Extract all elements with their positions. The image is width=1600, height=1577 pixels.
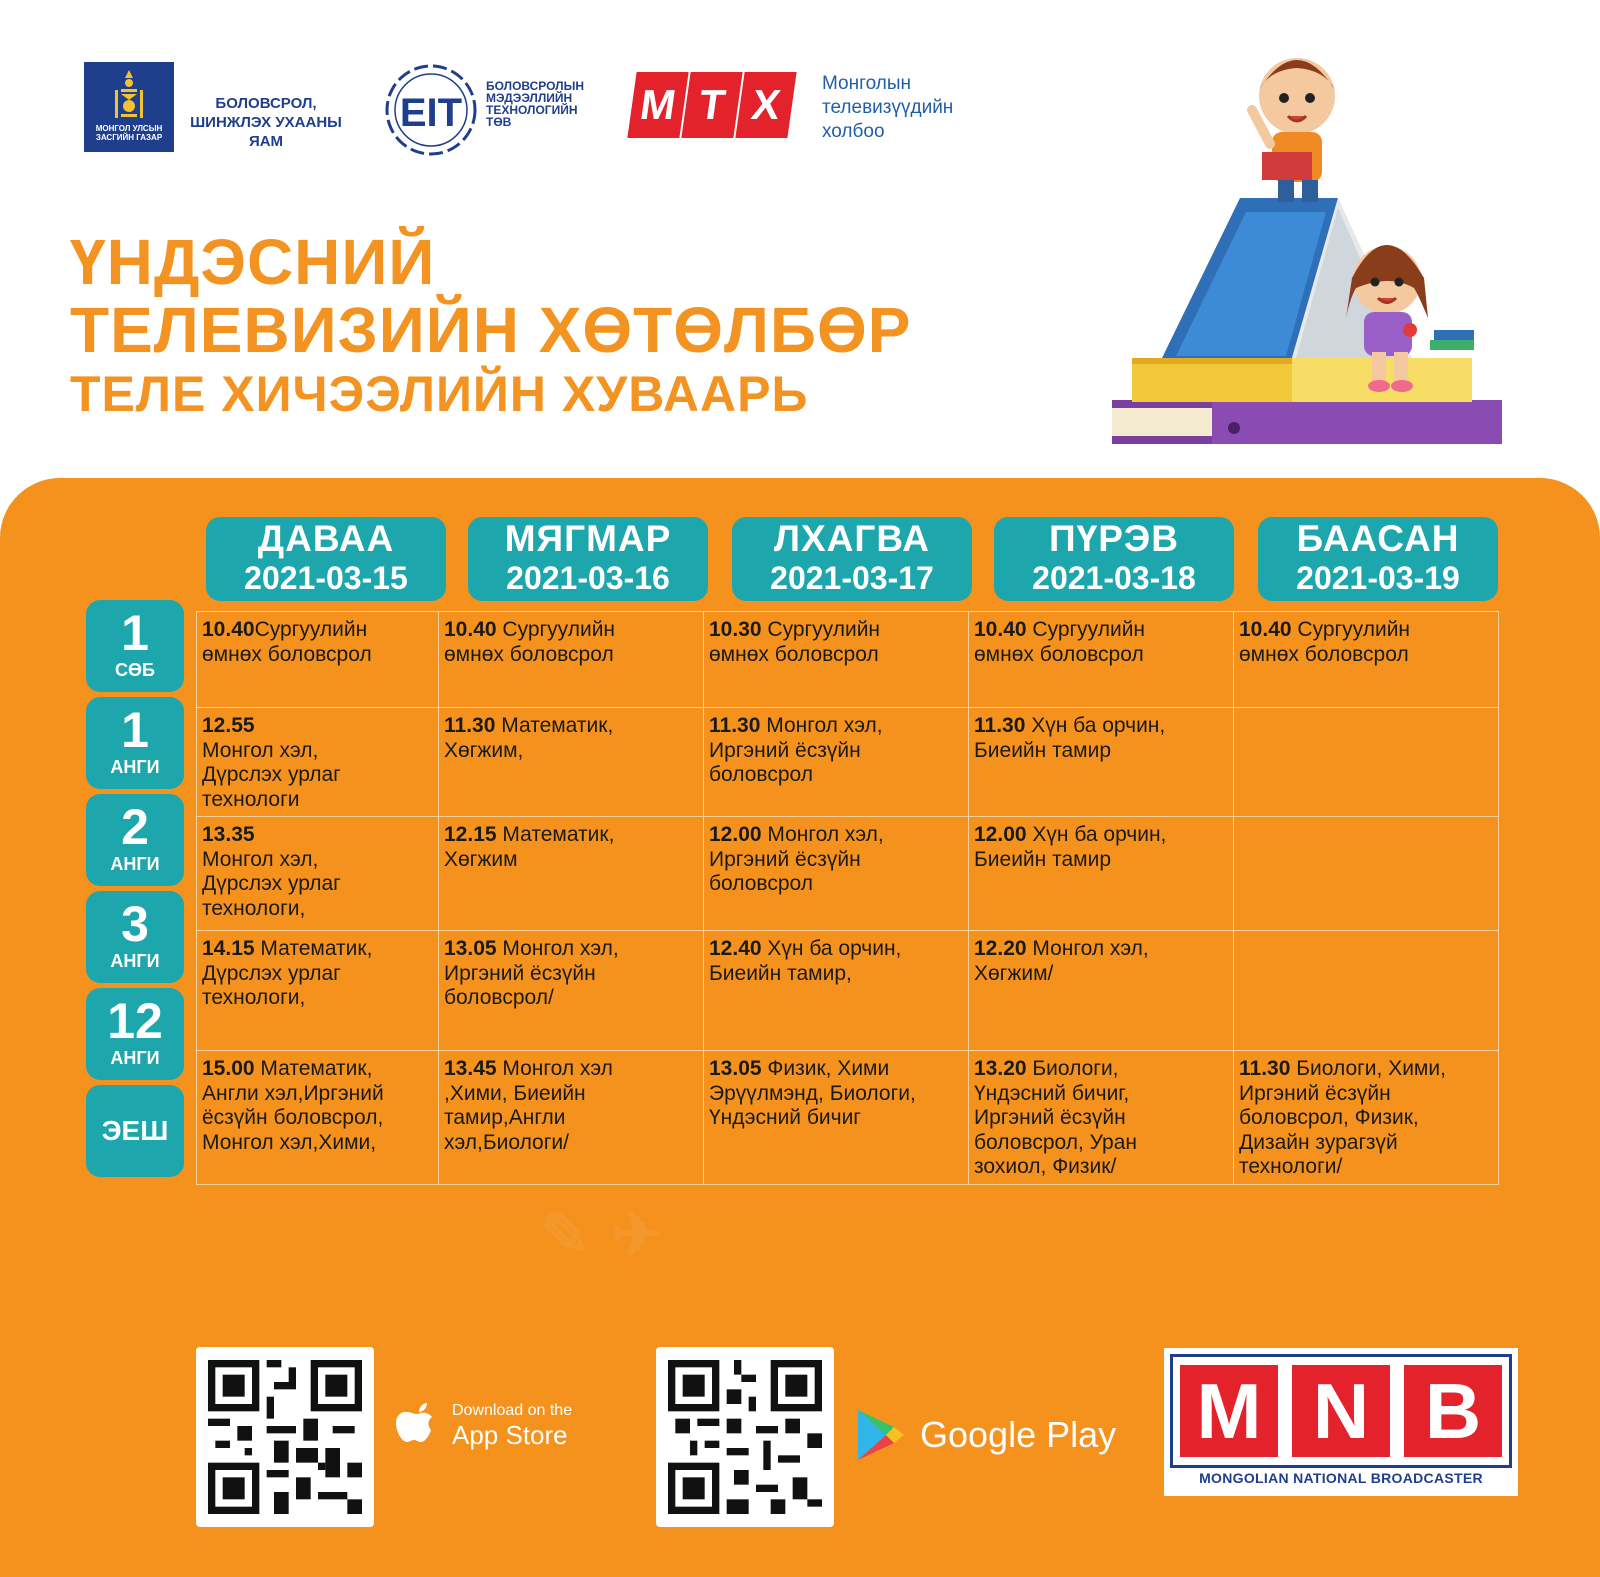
- qr-pattern-icon: [208, 1359, 362, 1515]
- lesson-subjects: Сургуулийн: [1291, 618, 1411, 641]
- lesson-subjects: Монгол хэл,: [202, 847, 319, 871]
- day-header: [206, 517, 446, 601]
- schedule-cell: [439, 612, 704, 708]
- lesson-subjects: боловсрол: [709, 872, 813, 895]
- day-date: 2021-03-18: [1032, 560, 1196, 596]
- lesson-subjects: Иргэний ёсзүйн: [709, 847, 861, 871]
- lesson-subjects: Сургуулийн: [761, 618, 881, 641]
- grade-label: АНГИ: [110, 951, 160, 971]
- grade-badge: [86, 891, 184, 983]
- schedule-row: [197, 612, 1499, 708]
- schedule-cell: [969, 1051, 1234, 1185]
- lesson-subjects: Монгол хэл,Хими,: [202, 1130, 377, 1154]
- title-line-3: ТЕЛЕ ХИЧЭЭЛИЙН ХУВААРЬ: [70, 366, 809, 422]
- grade-badge: [86, 697, 184, 789]
- grade-badge: [86, 1085, 184, 1177]
- lesson-subjects: технологи,: [202, 896, 306, 920]
- lesson-time: 12.20: [974, 937, 1027, 960]
- appstore-badge[interactable]: [396, 1400, 572, 1452]
- schedule-cell: [704, 708, 969, 817]
- day-date: 2021-03-15: [244, 560, 408, 596]
- lesson-subjects: Хөгжим/: [974, 961, 1054, 985]
- lesson-subjects: Хүн ба орчин,: [761, 937, 902, 960]
- schedule-cell: [439, 931, 704, 1051]
- qr-pattern-icon: [668, 1359, 822, 1515]
- grade-number: 1: [121, 702, 149, 758]
- lesson-time: 11.30: [444, 714, 496, 737]
- schedule-cell: [197, 708, 439, 817]
- apple-icon: [396, 1400, 440, 1452]
- schedule-cell: [439, 1051, 704, 1185]
- mtx-letter: М: [627, 72, 688, 138]
- schedule-cell: [439, 708, 704, 817]
- schedule-cell: [969, 931, 1234, 1051]
- title-line-1: ҮНДЭСНИЙ: [70, 226, 436, 298]
- schedule-cell: [704, 612, 969, 708]
- grade-number: 12: [107, 993, 163, 1049]
- lesson-subjects: Иргэний ёсзүйн: [974, 1106, 1126, 1129]
- lesson-subjects: Биеийн тамир: [974, 847, 1111, 871]
- lesson-subjects: Үндэсний бичиг: [709, 1106, 861, 1129]
- schedule-cell: [197, 612, 439, 708]
- lesson-subjects: Монгол хэл,: [760, 714, 883, 737]
- googleplay-badge[interactable]: [856, 1408, 1116, 1462]
- lesson-subjects: Хөгжим,: [444, 738, 524, 762]
- lesson-time: 10.40: [1239, 618, 1292, 641]
- lesson-subjects: Дизайн зурагзүй: [1239, 1130, 1398, 1154]
- emblem-caption-2: ЗАСГИЙН ГАЗАР: [95, 133, 163, 142]
- kids-reading-illustration: [1112, 40, 1512, 460]
- schedule-row: [197, 1051, 1499, 1185]
- googleplay-text: Google Play: [920, 1414, 1117, 1455]
- mtx-name-line: холбоо: [822, 121, 885, 142]
- page-title: [70, 228, 911, 422]
- day-header: [468, 517, 708, 601]
- lesson-subjects: технологи/: [1239, 1155, 1343, 1178]
- lesson-subjects: Физик, Хими: [761, 1057, 890, 1080]
- lesson-time: 12.00: [974, 823, 1027, 846]
- ministry-emblem: [84, 62, 174, 152]
- lesson-time: 13.35: [202, 823, 255, 846]
- schedule-cell: [1234, 931, 1499, 1051]
- mnb-letters: [1170, 1354, 1512, 1468]
- schedule-cell: [704, 817, 969, 931]
- lesson-time: 13.20: [974, 1057, 1027, 1080]
- lesson-time: 13.05: [709, 1057, 762, 1080]
- grade-label: СӨБ: [115, 660, 155, 680]
- schedule-body: [197, 612, 1499, 1185]
- lesson-subjects: боловсрол, Физик,: [1239, 1106, 1419, 1129]
- lesson-subjects: Математик,: [254, 1057, 373, 1080]
- lesson-subjects: Биологи,: [1026, 1057, 1119, 1080]
- lesson-subjects: ,Хими, Биеийн: [444, 1081, 586, 1105]
- schedule-row: [197, 931, 1499, 1051]
- lesson-subjects: Монгол хэл,: [761, 823, 884, 846]
- schedule-cell: [704, 1051, 969, 1185]
- lesson-subjects: хэл,Биологи/: [444, 1130, 569, 1154]
- lesson-subjects: боловсрол: [709, 763, 813, 786]
- lesson-time: 12.15: [444, 823, 497, 846]
- appstore-small-text: Download on the: [452, 1402, 573, 1419]
- mtx-letter: Х: [735, 72, 796, 138]
- ministry-name-line: ШИНЖЛЭХ УХААНЫ: [190, 114, 342, 131]
- google-play-icon: [856, 1408, 906, 1462]
- lesson-time: 10.30: [709, 618, 762, 641]
- lesson-time: 12.00: [709, 823, 762, 846]
- lesson-subjects: Монгол хэл: [496, 1057, 613, 1080]
- lesson-subjects: Математик,: [254, 937, 373, 960]
- day-header: [732, 517, 972, 601]
- lesson-subjects: технологи: [202, 787, 300, 811]
- lesson-subjects: Хүн ба орчин,: [1026, 823, 1167, 846]
- day-name: ДАВАА: [257, 518, 395, 559]
- eit-name-line: ТЕХНОЛОГИЙН: [486, 103, 578, 117]
- mnb-letter: M: [1180, 1365, 1278, 1457]
- schedule-row: [197, 708, 1499, 817]
- mtx-logo: [632, 72, 794, 138]
- lesson-subjects: Монгол хэл,: [496, 937, 619, 960]
- schedule-cell: [1234, 708, 1499, 817]
- lesson-time: 14.15: [202, 937, 255, 960]
- lesson-time: 15.00: [202, 1057, 255, 1080]
- day-name: БААСАН: [1296, 518, 1460, 559]
- mnb-subtitle: MONGOLIAN NATIONAL BROADCASTER: [1199, 1470, 1483, 1486]
- day-name: ЛХАГВА: [774, 518, 930, 559]
- lesson-subjects: Эрүүлмэнд, Биологи,: [709, 1081, 916, 1105]
- lesson-time: 11.30: [1239, 1057, 1291, 1080]
- schedule-cell: [969, 817, 1234, 931]
- grade-number: 1: [121, 605, 149, 661]
- grade-badge: [86, 794, 184, 886]
- grade-label: АНГИ: [110, 854, 160, 874]
- eit-logo: [383, 62, 479, 158]
- lesson-time: 12.55: [202, 714, 255, 737]
- lesson-subjects: өмнөх боловсрол: [202, 642, 372, 666]
- schedule-cell: [439, 817, 704, 931]
- googleplay-qr-code[interactable]: [656, 1347, 834, 1527]
- appstore-qr-code[interactable]: [196, 1347, 374, 1527]
- lesson-subjects: Монгол хэл,: [1026, 937, 1149, 960]
- lesson-subjects: Сургуулийн: [496, 618, 616, 641]
- lesson-time: 13.05: [444, 937, 497, 960]
- title-line-2: ТЕЛЕВИЗИЙН ХӨТӨЛБӨР: [70, 294, 912, 366]
- lesson-subjects: Иргэний ёсзүйн: [1239, 1081, 1391, 1105]
- schedule-cell: [969, 612, 1234, 708]
- schedule-cell: [969, 708, 1234, 817]
- lesson-subjects: боловсрол, Уран: [974, 1130, 1138, 1154]
- mtx-letter: Т: [681, 72, 742, 138]
- day-header: [1258, 517, 1498, 601]
- schedule-row: [197, 817, 1499, 931]
- mnb-letter: N: [1292, 1365, 1390, 1457]
- lesson-subjects: зохиол, Физик/: [974, 1155, 1117, 1178]
- schedule-cell: [1234, 1051, 1499, 1185]
- lesson-subjects: Биеийн тамир,: [709, 961, 852, 985]
- lesson-subjects: Үндэсний бичиг,: [974, 1081, 1130, 1105]
- lesson-time: 10.40: [974, 618, 1027, 641]
- schedule-cell: [1234, 612, 1499, 708]
- eit-name-line: МЭДЭЭЛЛИЙН: [486, 91, 573, 105]
- lesson-subjects: ёсзүйн боловсрол,: [202, 1106, 384, 1129]
- lesson-subjects: өмнөх боловсрол: [444, 642, 614, 666]
- lesson-subjects: Биологи, Хими,: [1290, 1057, 1446, 1080]
- lesson-subjects: Англи хэл,Иргэний: [202, 1081, 384, 1105]
- lesson-subjects: Математик,: [495, 714, 614, 737]
- day-date: 2021-03-19: [1296, 560, 1460, 596]
- lesson-subjects: өмнөх боловсрол: [1239, 642, 1409, 666]
- schedule-cell: [197, 1051, 439, 1185]
- mtx-name-line: Монголын: [822, 73, 911, 94]
- watermark-decoration: ✎ ✈: [540, 1200, 662, 1270]
- lesson-subjects: боловсрол/: [444, 986, 554, 1009]
- day-header: [994, 517, 1234, 601]
- grade-number: 3: [121, 896, 149, 952]
- lesson-subjects: Математик,: [496, 823, 615, 846]
- lesson-time: 12.40: [709, 937, 762, 960]
- day-date: 2021-03-17: [770, 560, 934, 596]
- ministry-name-line: БОЛОВСРОЛ,: [215, 95, 317, 112]
- schedule-table: [196, 611, 1499, 1185]
- lesson-subjects: технологи,: [202, 986, 306, 1009]
- ministry-name-line: ЯАМ: [248, 133, 284, 150]
- lesson-subjects: Иргэний ёсзүйн: [709, 738, 861, 762]
- lesson-subjects: Биеийн тамир: [974, 738, 1111, 762]
- day-date: 2021-03-16: [506, 560, 670, 596]
- lesson-subjects: өмнөх боловсрол: [709, 642, 879, 666]
- day-name: ПҮРЭВ: [1049, 518, 1179, 559]
- lesson-subjects: Иргэний ёсзүйн: [444, 961, 596, 985]
- grade-badge: [86, 988, 184, 1080]
- lesson-time: 11.30: [709, 714, 761, 737]
- lesson-subjects: Сургуулийн: [1026, 618, 1146, 641]
- lesson-time: 10.40: [202, 618, 255, 641]
- mnb-letter: B: [1404, 1365, 1502, 1457]
- grade-label: АНГИ: [110, 757, 160, 777]
- eit-logo-text: EIT: [399, 91, 463, 135]
- grade-label: АНГИ: [110, 1048, 160, 1068]
- schedule-cell: [704, 931, 969, 1051]
- lesson-subjects: тамир,Англи: [444, 1106, 566, 1129]
- mtx-name: [822, 72, 953, 144]
- lesson-subjects: Хөгжим: [444, 847, 518, 871]
- schedule-cell: [1234, 817, 1499, 931]
- grade-label: ЭЕШ: [101, 1115, 169, 1146]
- eit-name: [486, 80, 616, 128]
- appstore-big-text: App Store: [452, 1420, 568, 1450]
- lesson-time: 11.30: [974, 714, 1026, 737]
- mnb-logo: [1164, 1348, 1518, 1496]
- lesson-subjects: Сургуулийн: [254, 618, 368, 641]
- mtx-name-line: телевизүүдийн: [822, 97, 954, 118]
- lesson-time: 10.40: [444, 618, 497, 641]
- grade-badge: [86, 600, 184, 692]
- schedule-cell: [197, 817, 439, 931]
- lesson-subjects: Дүрслэх урлаг: [202, 961, 341, 985]
- lesson-subjects: Монгол хэл,: [202, 738, 319, 762]
- grade-number: 2: [121, 799, 149, 855]
- schedule-cell: [197, 931, 439, 1051]
- day-name: МЯГМАР: [504, 518, 672, 559]
- lesson-time: 13.45: [444, 1057, 497, 1080]
- lesson-subjects: өмнөх боловсрол: [974, 642, 1144, 666]
- soyombo-icon: [109, 68, 149, 120]
- lesson-subjects: Хүн ба орчин,: [1025, 714, 1166, 737]
- emblem-caption-1: МОНГОЛ УЛСЫН: [95, 124, 163, 133]
- lesson-subjects: Дүрслэх урлаг: [202, 763, 341, 786]
- eit-name-line: БОЛОВСРОЛЫН: [486, 79, 585, 93]
- ministry-name: [176, 94, 356, 151]
- lesson-subjects: Дүрслэх урлаг: [202, 872, 341, 895]
- eit-name-line: ТӨВ: [486, 115, 512, 129]
